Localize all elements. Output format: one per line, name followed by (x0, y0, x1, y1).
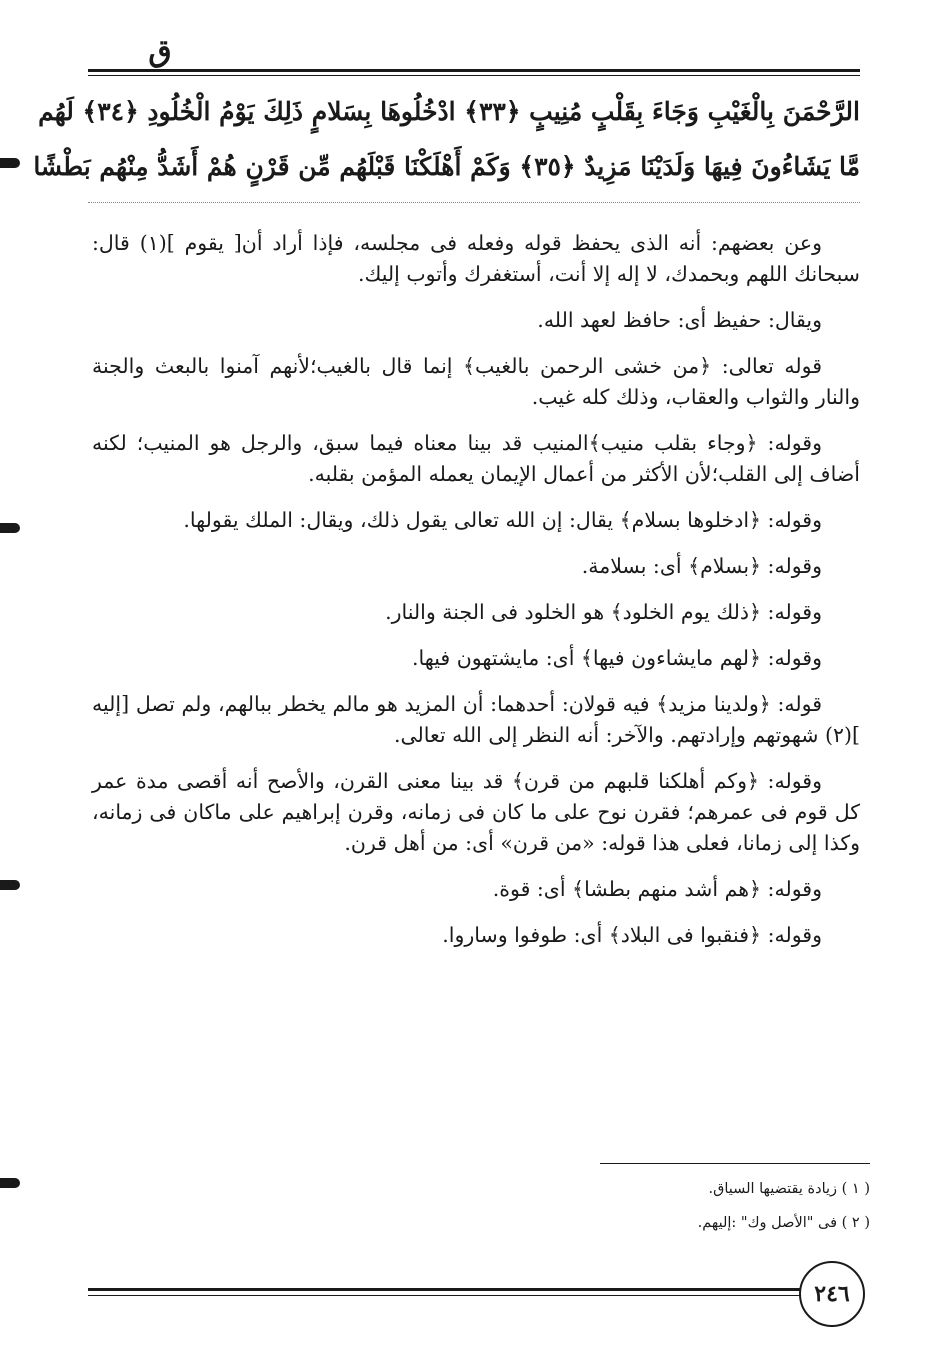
commentary-paragraph: وقوله: ﴿بسلام﴾ أى: بسلامة. (581, 554, 822, 578)
footer-rule-thin (88, 1295, 800, 1296)
commentary-paragraph: وقوله: ﴿هم أشد منهم بطشا﴾ أى: قوة. (492, 877, 822, 901)
verses-separator (88, 202, 860, 203)
footnote-item: ( ٢ ) فى "الأصل وك" :إليهم. (697, 1215, 870, 1231)
margin-mark (0, 523, 20, 533)
commentary-text (92, 228, 860, 966)
commentary-paragraph: قوله: ﴿ولدينا مزيد﴾ فيه قولان: أحدهما: أن المزيد هو مالم يخطر ببالهم، ولم تصل [إليه ](٢) شهوتهم وإرادتهم. والآخر: أنه النظر إلى الله تعالى. (92, 692, 860, 747)
commentary-paragraph: وقوله: ﴿لهم مايشاءون فيها﴾ أى: مايشتهون فيها. (412, 646, 822, 670)
header-rule-thin (88, 75, 860, 76)
commentary-paragraph: وقوله: ﴿وكم أهلكنا قلبهم من قرن﴾ قد بينا معنى القرن، والأصح أنه أقصى مدة عمر كل قوم فى عمرهم؛ فقرن نوح على ما كان فى زمانه، وقرن إبراهيم على ماكان فى زمانه، وكذا إلى زمانا، فعلى هذا قوله: «من قرن» أى: من أهل قرن. (92, 769, 860, 855)
surah-header: ق (148, 34, 172, 69)
commentary-paragraph: وقوله: ﴿ذلك يوم الخلود﴾ هو الخلود فى الجنة والنار. (385, 600, 822, 624)
commentary-paragraph: ويقال: حفيظ أى: حافظ لعهد الله. (537, 308, 822, 332)
verse-line: مَّا يَشَاءُونَ فِيهَا وَلَدَيْنَا مَزِيدٌ ﴿٣٥﴾ وَكَمْ أَهْلَكْنَا قَبْلَهُم مِّن قَرْنٍ هُمْ أَشَدُّ مِنْهُم بَطْشًا (33, 152, 860, 181)
page-number: ٢٤٦ (799, 1261, 865, 1327)
footnotes (560, 1172, 870, 1240)
margin-mark (0, 158, 20, 168)
header-rule-thick (88, 69, 860, 72)
commentary-paragraph: قوله تعالى: ﴿من خشى الرحمن بالغيب﴾ إنما قال بالغيب؛لأنهم آمنوا بالبعث والجنة والنار والثواب والعقاب، وذلك كله غيب. (92, 354, 860, 409)
margin-mark (0, 1178, 20, 1188)
commentary-paragraph: وقوله: ﴿وجاء بقلب منيب﴾المنيب قد بينا معناه فيما سبق، والرجل هو المنيب؛ لكنه أضاف إلى القلب؛لأن الأكثر من أعمال الإيمان يعمله المؤمن بقلبه. (92, 431, 860, 486)
verse-line: الرَّحْمَنَ بِالْغَيْبِ وَجَاءَ بِقَلْبٍ مُنِيبٍ ﴿٣٣﴾ ادْخُلُوهَا بِسَلامٍ ذَلِكَ يَوْمُ الْخُلُودِ ﴿٣٤﴾ لَهُم (38, 97, 860, 126)
commentary-paragraph: وقوله: ﴿ادخلوها بسلام﴾ يقال: إن الله تعالى يقول ذلك، ويقال: الملك يقولها. (183, 508, 822, 532)
footer-rule-thick (88, 1288, 800, 1291)
footnote-item: ( ١ ) زيادة يقتضيها السياق. (708, 1181, 870, 1197)
quran-verses (33, 84, 860, 194)
commentary-paragraph: وعن بعضهم: أنه الذى يحفظ قوله وفعله فى مجلسه، فإذا أراد أن[ يقوم ](١) قال: سبحانك اللهم وبحمدك، لا إله إلا أنت، أستغفرك وأتوب إليك. (92, 231, 860, 286)
margin-mark (0, 880, 20, 890)
commentary-paragraph: وقوله: ﴿فنقبوا فى البلاد﴾ أى: طوفوا وساروا. (442, 923, 822, 947)
footnote-rule (600, 1163, 870, 1164)
